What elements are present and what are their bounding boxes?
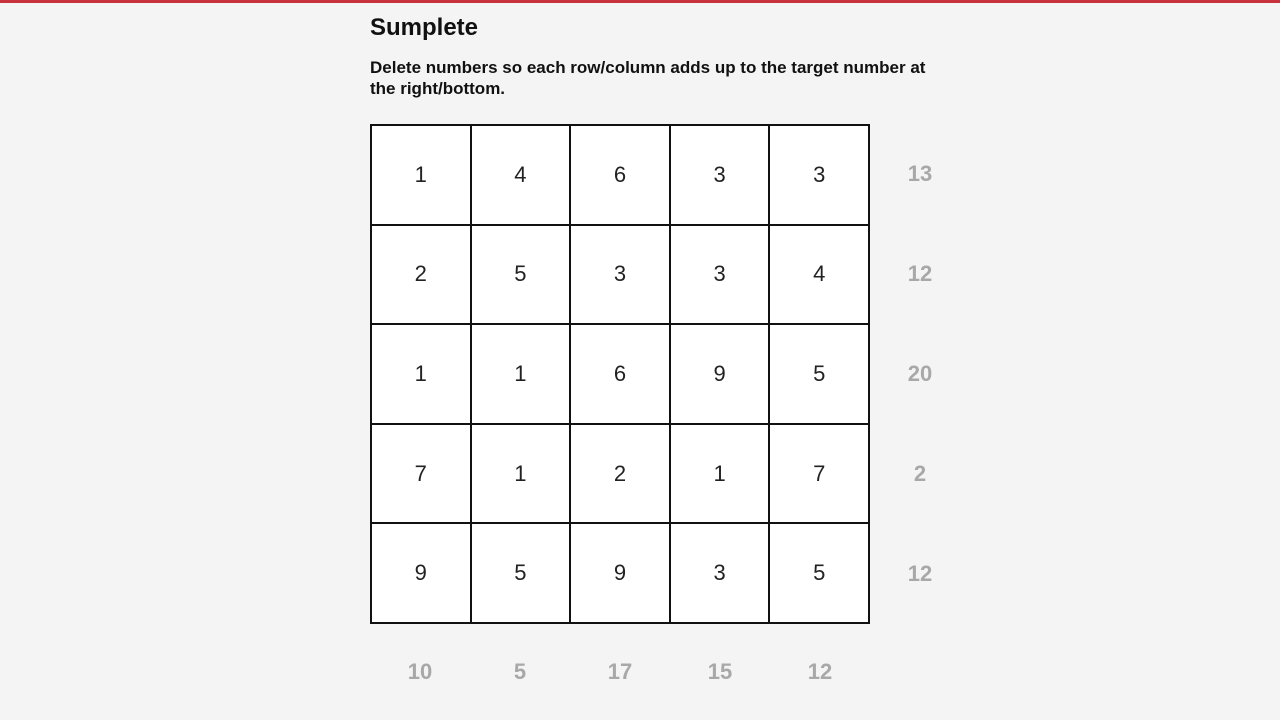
row-target: 12 <box>907 561 933 586</box>
row-target: 12 <box>907 261 933 286</box>
grid-cell[interactable]: 9 <box>671 325 771 425</box>
grid-cell[interactable]: 2 <box>571 425 671 525</box>
grid-cell[interactable]: 1 <box>472 425 572 525</box>
puzzle-grid <box>370 124 870 624</box>
grid-cell[interactable]: 5 <box>472 226 572 326</box>
grid-cell[interactable]: 4 <box>770 226 870 326</box>
column-target: 15 <box>707 659 733 684</box>
grid-cell[interactable]: 4 <box>472 126 572 226</box>
grid-cell[interactable]: 1 <box>671 425 771 525</box>
grid-cell[interactable]: 3 <box>571 226 671 326</box>
grid-cell[interactable]: 5 <box>472 524 572 624</box>
grid-cell[interactable]: 6 <box>571 126 671 226</box>
column-target: 12 <box>807 659 833 684</box>
instructions-text: Delete numbers so each row/column adds up to the target number at the right/bottom. <box>370 58 926 98</box>
grid-cell[interactable]: 3 <box>671 126 771 226</box>
grid-cell[interactable]: 5 <box>770 325 870 425</box>
grid-cell[interactable]: 7 <box>770 425 870 525</box>
grid-cell[interactable]: 7 <box>372 425 472 525</box>
grid-cell[interactable]: 9 <box>571 524 671 624</box>
grid-cell[interactable]: 3 <box>770 126 870 226</box>
top-accent-bar <box>0 0 1280 3</box>
row-targets <box>870 124 970 624</box>
grid-cell[interactable]: 5 <box>770 524 870 624</box>
grid-cell[interactable]: 2 <box>372 226 472 326</box>
column-targets <box>370 624 870 720</box>
row-target: 2 <box>913 461 927 486</box>
grid-cell[interactable]: 1 <box>372 126 472 226</box>
row-target: 13 <box>907 161 933 186</box>
grid-cell[interactable]: 6 <box>571 325 671 425</box>
grid-cell[interactable]: 1 <box>372 325 472 425</box>
column-target: 17 <box>607 659 633 684</box>
grid-cell[interactable]: 1 <box>472 325 572 425</box>
grid-cell[interactable]: 9 <box>372 524 472 624</box>
row-target: 20 <box>907 361 933 386</box>
grid-cell[interactable]: 3 <box>671 226 771 326</box>
column-target: 10 <box>407 659 433 684</box>
page-title: Sumplete <box>370 14 479 41</box>
column-target: 5 <box>513 659 527 684</box>
grid-cell[interactable]: 3 <box>671 524 771 624</box>
